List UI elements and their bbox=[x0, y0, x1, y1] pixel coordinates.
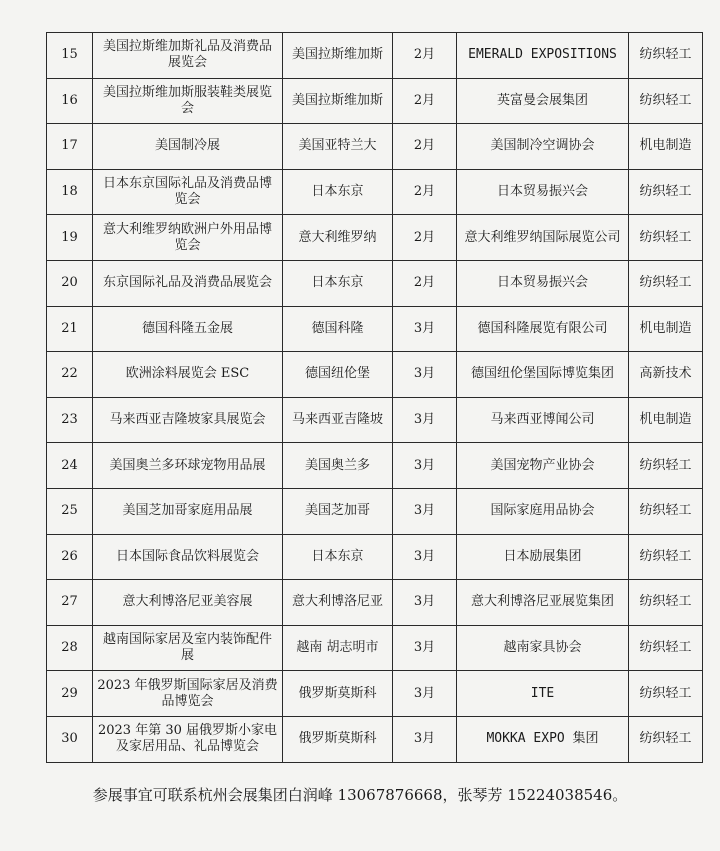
table-row bbox=[47, 625, 703, 671]
exhibition-city: 美国奥兰多 bbox=[283, 443, 393, 489]
exhibition-category: 纺织轻工 bbox=[629, 534, 703, 580]
exhibition-city: 意大利维罗纳 bbox=[283, 215, 393, 261]
exhibition-city: 美国芝加哥 bbox=[283, 488, 393, 534]
exhibition-city: 日本东京 bbox=[283, 260, 393, 306]
exhibition-month: 2月 bbox=[393, 33, 457, 79]
exhibition-city: 德国纽伦堡 bbox=[283, 352, 393, 398]
exhibition-city: 俄罗斯莫斯科 bbox=[283, 671, 393, 717]
exhibition-month: 3月 bbox=[393, 671, 457, 717]
row-number: 23 bbox=[47, 397, 93, 443]
exhibition-organizer: 国际家庭用品协会 bbox=[457, 488, 629, 534]
exhibition-month: 3月 bbox=[393, 306, 457, 352]
contact-note: 参展事宜可联系杭州会展集团白润峰 13067876668，张琴芳 15224038546。 bbox=[92, 786, 628, 804]
row-number: 29 bbox=[47, 671, 93, 717]
exhibition-month: 3月 bbox=[393, 534, 457, 580]
row-number: 20 bbox=[47, 260, 93, 306]
exhibition-city: 越南 胡志明市 bbox=[283, 625, 393, 671]
exhibition-city: 美国亚特兰大 bbox=[283, 124, 393, 170]
row-number: 25 bbox=[47, 488, 93, 534]
table-row bbox=[47, 78, 703, 124]
exhibition-name: 美国奥兰多环球宠物用品展 bbox=[93, 443, 283, 489]
exhibition-month: 3月 bbox=[393, 488, 457, 534]
exhibition-organizer: 马来西亚博闻公司 bbox=[457, 397, 629, 443]
exhibition-category: 纺织轻工 bbox=[629, 443, 703, 489]
exhibition-category: 纺织轻工 bbox=[629, 580, 703, 626]
exhibition-name: 马来西亚吉隆坡家具展览会 bbox=[93, 397, 283, 443]
exhibition-category: 纺织轻工 bbox=[629, 625, 703, 671]
exhibition-name: 欧洲涂料展览会 ESC bbox=[93, 352, 283, 398]
exhibition-month: 3月 bbox=[393, 625, 457, 671]
exhibition-name: 日本东京国际礼品及消费品博览会 bbox=[93, 169, 283, 215]
exhibition-name: 美国制冷展 bbox=[93, 124, 283, 170]
exhibition-month: 2月 bbox=[393, 169, 457, 215]
exhibition-organizer: 日本励展集团 bbox=[457, 534, 629, 580]
exhibition-month: 3月 bbox=[393, 716, 457, 762]
exhibition-organizer: 英富曼会展集团 bbox=[457, 78, 629, 124]
exhibition-organizer: 美国宠物产业协会 bbox=[457, 443, 629, 489]
exhibition-category: 高新技术 bbox=[629, 352, 703, 398]
exhibition-organizer: 越南家具协会 bbox=[457, 625, 629, 671]
table-row bbox=[47, 580, 703, 626]
exhibition-organizer: 美国制冷空调协会 bbox=[457, 124, 629, 170]
table-row bbox=[47, 488, 703, 534]
exhibition-name: 2023 年俄罗斯国际家居及消费品博览会 bbox=[93, 671, 283, 717]
exhibition-city: 日本东京 bbox=[283, 534, 393, 580]
exhibition-category: 纺织轻工 bbox=[629, 33, 703, 79]
exhibition-category: 纺织轻工 bbox=[629, 488, 703, 534]
exhibition-city: 美国拉斯维加斯 bbox=[283, 78, 393, 124]
table-row bbox=[47, 716, 703, 762]
exhibition-category: 机电制造 bbox=[629, 397, 703, 443]
row-number: 28 bbox=[47, 625, 93, 671]
table-row bbox=[47, 306, 703, 352]
exhibition-city: 意大利博洛尼亚 bbox=[283, 580, 393, 626]
exhibition-month: 3月 bbox=[393, 352, 457, 398]
exhibition-month: 3月 bbox=[393, 397, 457, 443]
row-number: 17 bbox=[47, 124, 93, 170]
table-row bbox=[47, 169, 703, 215]
exhibition-table bbox=[46, 32, 703, 763]
exhibition-organizer: 德国科隆展览有限公司 bbox=[457, 306, 629, 352]
exhibition-organizer: EMERALD EXPOSITIONS bbox=[457, 33, 629, 79]
exhibition-category: 机电制造 bbox=[629, 124, 703, 170]
exhibition-category: 纺织轻工 bbox=[629, 78, 703, 124]
row-number: 18 bbox=[47, 169, 93, 215]
exhibition-category: 纺织轻工 bbox=[629, 671, 703, 717]
table-row bbox=[47, 443, 703, 489]
exhibition-month: 2月 bbox=[393, 260, 457, 306]
exhibition-name: 美国芝加哥家庭用品展 bbox=[93, 488, 283, 534]
exhibition-organizer: 意大利博洛尼亚展览集团 bbox=[457, 580, 629, 626]
table-row bbox=[47, 352, 703, 398]
exhibition-name: 德国科隆五金展 bbox=[93, 306, 283, 352]
row-number: 21 bbox=[47, 306, 93, 352]
exhibition-organizer: 日本贸易振兴会 bbox=[457, 169, 629, 215]
exhibition-organizer: MOKKA EXPO 集团 bbox=[457, 716, 629, 762]
table-row bbox=[47, 215, 703, 261]
row-number: 24 bbox=[47, 443, 93, 489]
exhibition-city: 俄罗斯莫斯科 bbox=[283, 716, 393, 762]
exhibition-month: 2月 bbox=[393, 78, 457, 124]
row-number: 15 bbox=[47, 33, 93, 79]
exhibition-table-body bbox=[47, 33, 703, 763]
exhibition-month: 2月 bbox=[393, 124, 457, 170]
exhibition-month: 2月 bbox=[393, 215, 457, 261]
row-number: 22 bbox=[47, 352, 93, 398]
exhibition-month: 3月 bbox=[393, 443, 457, 489]
exhibition-organizer: 日本贸易振兴会 bbox=[457, 260, 629, 306]
exhibition-category: 纺织轻工 bbox=[629, 215, 703, 261]
exhibition-month: 3月 bbox=[393, 580, 457, 626]
exhibition-category: 纺织轻工 bbox=[629, 169, 703, 215]
exhibition-city: 日本东京 bbox=[283, 169, 393, 215]
exhibition-name: 意大利博洛尼亚美容展 bbox=[93, 580, 283, 626]
row-number: 27 bbox=[47, 580, 93, 626]
exhibition-name: 2023 年第 30 届俄罗斯小家电及家居用品、礼品博览会 bbox=[93, 716, 283, 762]
exhibition-city: 美国拉斯维加斯 bbox=[283, 33, 393, 79]
row-number: 26 bbox=[47, 534, 93, 580]
table-row bbox=[47, 534, 703, 580]
exhibition-category: 纺织轻工 bbox=[629, 260, 703, 306]
exhibition-name: 意大利维罗纳欧洲户外用品博览会 bbox=[93, 215, 283, 261]
exhibition-city: 马来西亚吉隆坡 bbox=[283, 397, 393, 443]
exhibition-category: 纺织轻工 bbox=[629, 716, 703, 762]
exhibition-name: 越南国际家居及室内装饰配件展 bbox=[93, 625, 283, 671]
exhibition-name: 美国拉斯维加斯礼品及消费品展览会 bbox=[93, 33, 283, 79]
exhibition-city: 德国科隆 bbox=[283, 306, 393, 352]
table-row bbox=[47, 33, 703, 79]
exhibition-name: 日本国际食品饮料展览会 bbox=[93, 534, 283, 580]
exhibition-category: 机电制造 bbox=[629, 306, 703, 352]
exhibition-name: 美国拉斯维加斯服装鞋类展览会 bbox=[93, 78, 283, 124]
exhibition-organizer: 意大利维罗纳国际展览公司 bbox=[457, 215, 629, 261]
table-row bbox=[47, 260, 703, 306]
table-row bbox=[47, 397, 703, 443]
row-number: 16 bbox=[47, 78, 93, 124]
exhibition-organizer: ITE bbox=[457, 671, 629, 717]
row-number: 19 bbox=[47, 215, 93, 261]
exhibition-organizer: 德国纽伦堡国际博览集团 bbox=[457, 352, 629, 398]
exhibition-name: 东京国际礼品及消费品展览会 bbox=[93, 260, 283, 306]
table-row bbox=[47, 124, 703, 170]
table-row bbox=[47, 671, 703, 717]
row-number: 30 bbox=[47, 716, 93, 762]
